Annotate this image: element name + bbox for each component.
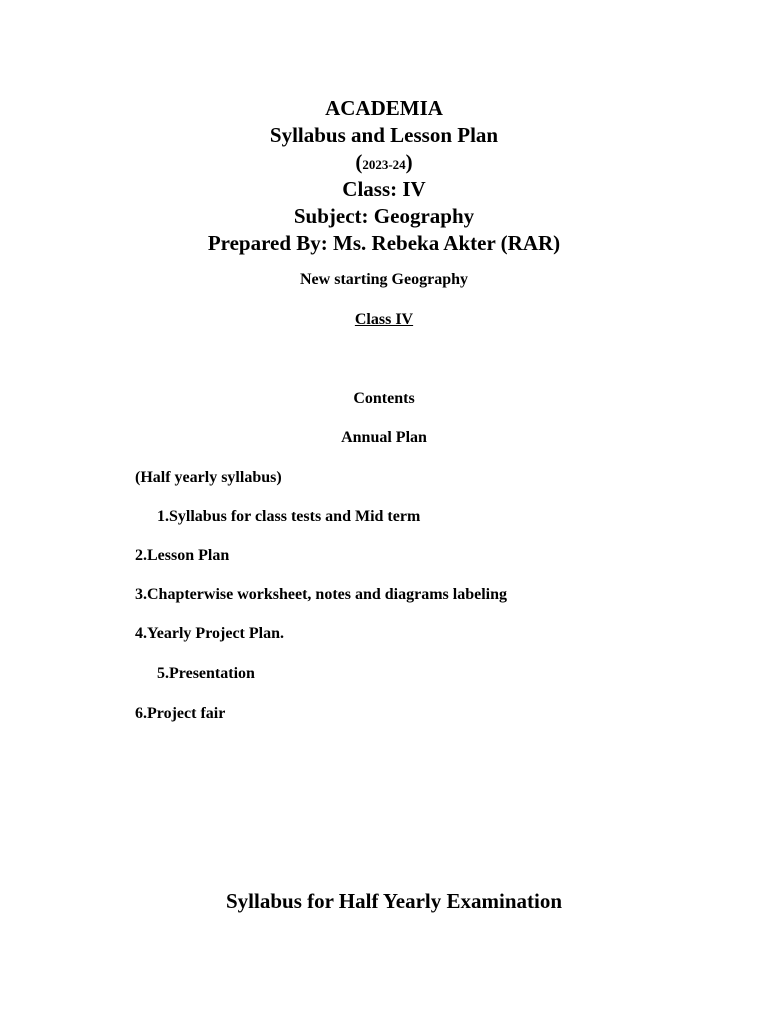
contents-item: 1.Syllabus for class tests and Mid term bbox=[157, 508, 421, 525]
contents-item: 6.Project fair bbox=[135, 705, 226, 722]
class-heading: Class IV bbox=[354, 311, 414, 328]
contents-item: 4.Yearly Project Plan. bbox=[135, 625, 284, 642]
class-line: Class: IV bbox=[342, 177, 426, 201]
subject-line: Subject: Geography bbox=[293, 204, 475, 228]
org-name: ACADEMIA bbox=[325, 96, 443, 120]
contents-heading: Contents bbox=[353, 390, 415, 407]
contents-item: 3.Chapterwise worksheet, notes and diagrams labeling bbox=[135, 586, 508, 603]
annual-plan-heading: Annual Plan bbox=[341, 429, 427, 446]
academic-year: (2023-24) bbox=[355, 150, 413, 174]
book-title: New starting Geography bbox=[300, 271, 468, 288]
half-yearly-note: (Half yearly syllabus) bbox=[135, 469, 282, 486]
document-title: Syllabus and Lesson Plan bbox=[269, 123, 499, 147]
contents-item: 5.Presentation bbox=[157, 665, 255, 682]
prepared-by-line: Prepared By: Ms. Rebeka Akter (RAR) bbox=[207, 231, 561, 255]
section-title: Syllabus for Half Yearly Examination bbox=[225, 889, 563, 913]
academic-year-value: 2023-24 bbox=[362, 157, 406, 172]
contents-item: 2.Lesson Plan bbox=[135, 547, 230, 564]
